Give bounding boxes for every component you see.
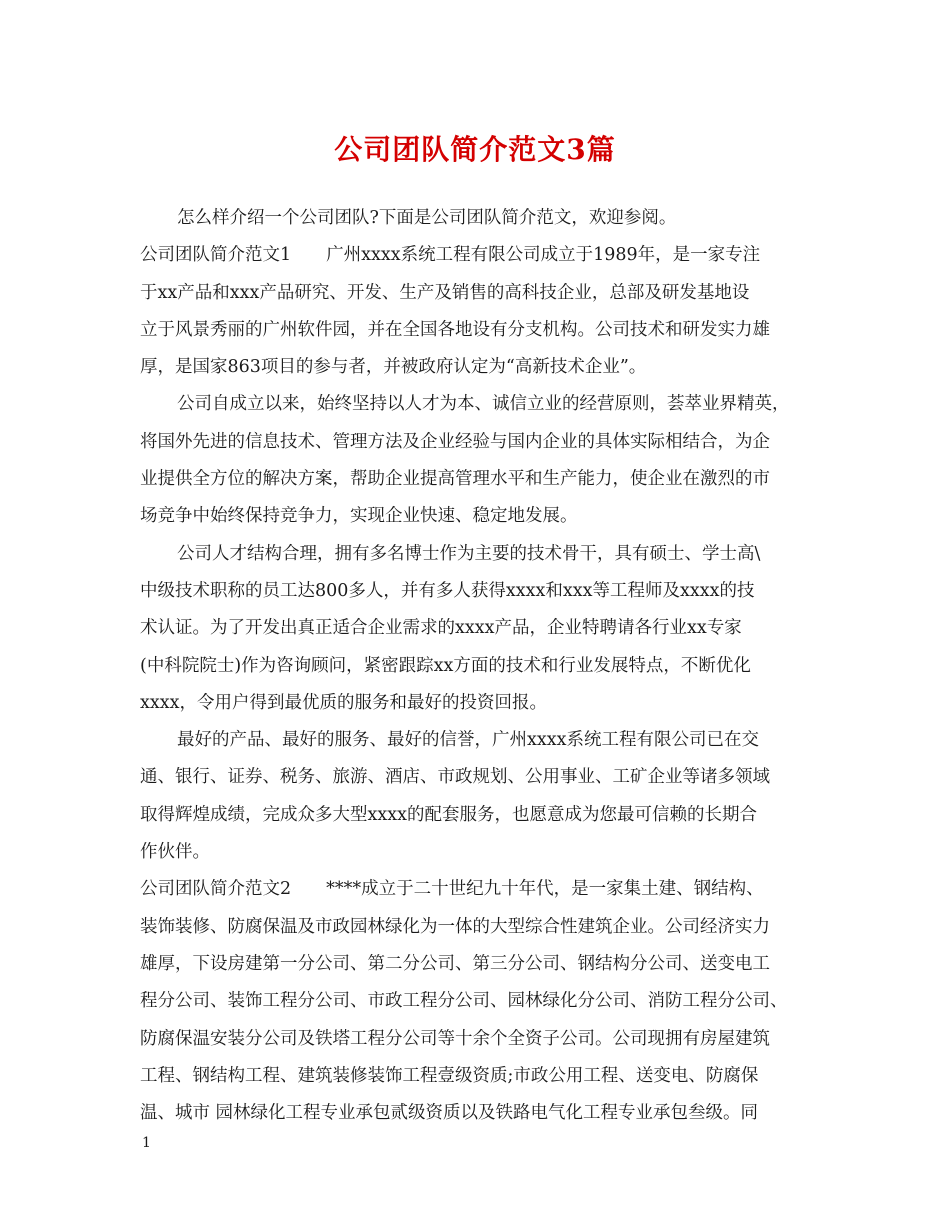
body-line: 立于风景秀丽的广州软件园，并在全国各地设有分支机构。公司技术和研发实力雄 <box>140 319 770 340</box>
body-line: 怎么样介绍一个公司团队?下面是公司团队简介范文，欢迎参阅。 <box>177 208 677 228</box>
body-line: (中科院院士)作为咨询顾问，紧密跟踪xx方面的技术和行业发展特点，不断优化 <box>140 655 751 676</box>
body-line: 公司自成立以来，始终坚持以人才为本、诚信立业的经营原则，荟萃业界精英， <box>177 394 790 415</box>
body-line: 公司团队简介范文1 广州xxxx系统工程有限公司成立于1989年，是一家专注 <box>140 245 761 266</box>
body-line: 厚，是国家863项目的参与者，并被政府认定为“高新技术企业”。 <box>140 357 647 378</box>
body-line: 通、银行、证券、税务、旅游、酒店、市政规划、公用事业、工矿企业等诸多领域 <box>140 767 770 788</box>
body-line: 公司人才结构合理，拥有多名博士作为主要的技术骨干，具有硕士、学士高\ <box>177 543 761 564</box>
document-title: 公司团队简介范文3篇 <box>334 133 616 166</box>
body-line: 取得辉煌成绩，完成众多大型xxxx的配套服务，也愿意成为您最可信赖的长期合 <box>140 804 757 825</box>
body-line: 术认证。为了开发出真正适合企业需求的xxxx产品，企业特聘请各行业xx专家 <box>140 618 742 639</box>
body-line: 场竞争中始终保持竞争力，实现企业快速、稳定地发展。 <box>140 506 578 527</box>
body-line: 程分公司、装饰工程分公司、市政工程分公司、园林绿化分公司、消防工程分公司、 <box>140 991 788 1012</box>
body-line: xxxx，令用户得到最优质的服务和最好的投资回报。 <box>140 692 547 713</box>
body-line: 工程、钢结构工程、建筑装修装饰工程壹级资质;市政公用工程、送变电、防腐保 <box>140 1065 759 1086</box>
document-body <box>140 200 820 1132</box>
page-number: 1 <box>142 1135 151 1151</box>
body-line: 最好的产品、最好的服务、最好的信誉，广州xxxx系统工程有限公司已在交 <box>177 730 759 751</box>
body-line: 业提供全方位的解决方案，帮助企业提高管理水平和生产能力，使企业在激烈的市 <box>140 469 770 490</box>
body-line: 于xx产品和xxx产品研究、开发、生产及销售的高科技企业，总部及研发基地设 <box>140 282 750 303</box>
body-line: 装饰装修、防腐保温及市政园林绿化为一体的大型综合性建筑企业。公司经济实力 <box>140 916 770 937</box>
body-line: 雄厚，下设房建第一分公司、第二分公司、第三分公司、钢结构分公司、送变电工 <box>140 953 770 974</box>
body-line: 中级技术职称的员工达800多人，并有多人获得xxxx和xxx等工程师及xxxx的技 <box>140 580 755 601</box>
body-line: 将国外先进的信息技术、管理方法及企业经验与国内企业的具体实际相结合，为企 <box>140 431 770 452</box>
body-line: 公司团队简介范文2 ****成立于二十世纪九十年代，是一家集土建、钢结构、 <box>140 879 764 900</box>
body-line: 防腐保温安装分公司及铁塔工程分公司等十余个全资子公司。公司现拥有房屋建筑 <box>140 1028 770 1049</box>
body-line: 温、城市 园林绿化工程专业承包贰级资质以及铁路电气化工程专业承包叁级。同 <box>140 1103 759 1124</box>
body-line: 作伙伴。 <box>140 842 210 863</box>
